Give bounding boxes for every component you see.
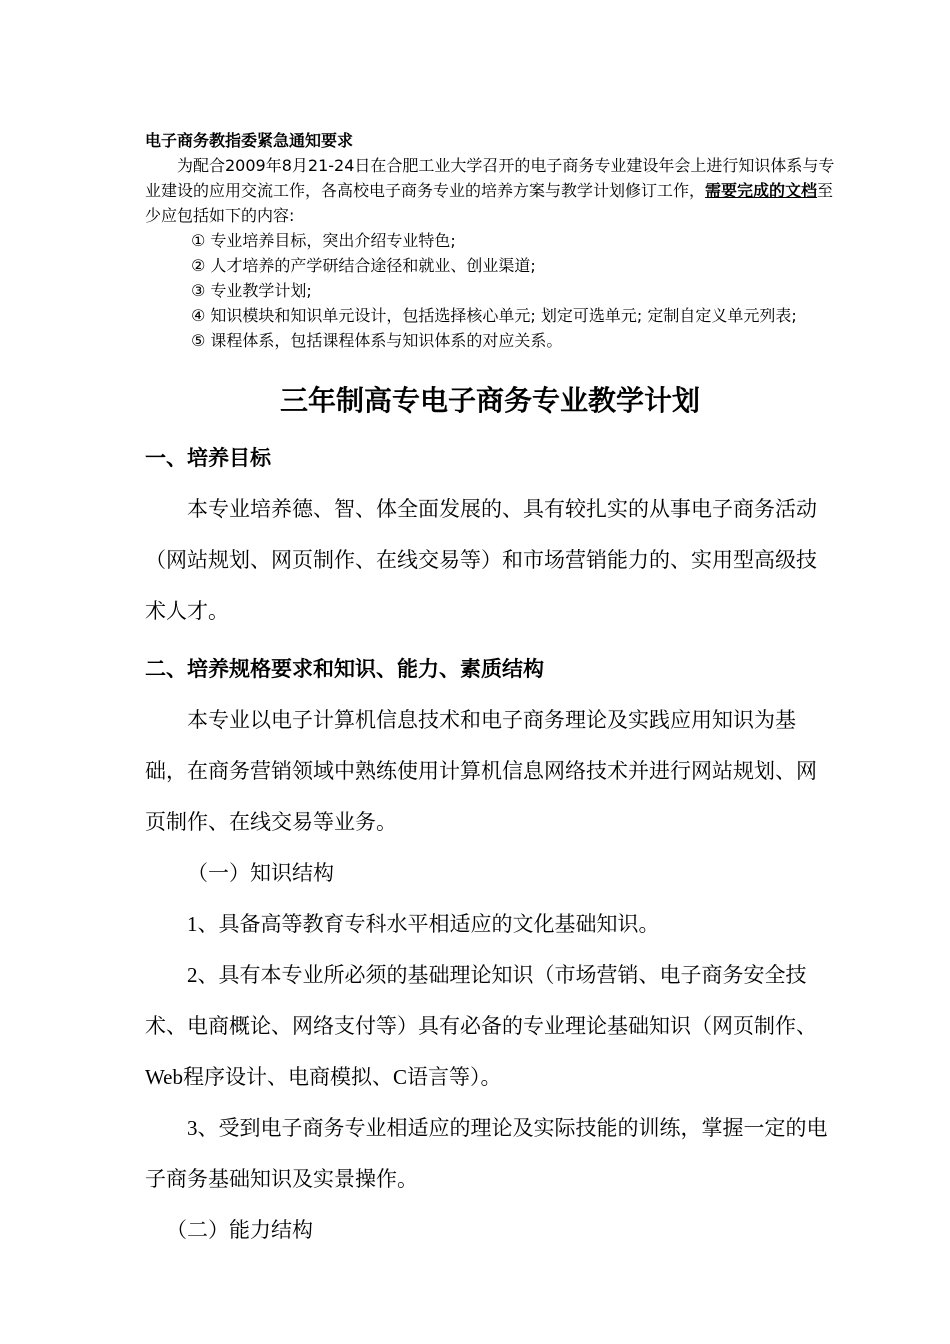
notice-item: ③ 专业教学计划; <box>191 281 312 300</box>
notice-block <box>145 128 835 353</box>
notice-intro <box>145 153 835 228</box>
notice-item: ② 人才培养的产学研结合途径和就业、创业渠道; <box>191 256 536 275</box>
section-heading-goals: 一、培养目标 <box>145 446 271 470</box>
section-heading-requirements: 二、培养规格要求和知识、能力、素质结构 <box>145 657 544 681</box>
notice-title: 电子商务教指委紧急通知要求 <box>145 131 354 150</box>
knowledge-item: 1、具备高等教育专科水平相适应的文化基础知识。 <box>187 912 660 936</box>
subheading-knowledge: （一）知识结构 <box>187 861 334 885</box>
teaching-plan <box>145 378 835 1256</box>
notice-item: ⑤ 课程体系，包括课程体系与知识体系的对应关系。 <box>191 331 563 350</box>
notice-required-docs: 需要完成的文档 <box>705 181 818 200</box>
notice-item: ① 专业培养目标，突出介绍专业特色; <box>191 231 456 250</box>
section-paragraph-goals: 本专业培养德、智、体全面发展的、具有较扎实的从事电子商务活动（网站规划、网页制作、在线交易等）和市场营销能力的、实用型高级技术人才。 <box>145 497 817 623</box>
document-title: 三年制高专电子商务专业教学计划 <box>279 384 700 417</box>
notice-intro-end: 至少应包括如下的内容: <box>145 181 834 225</box>
notice-item: ④ 知识模块和知识单元设计，包括选择核心单元; 划定可选单元; 定制自定义单元列表; <box>191 306 797 325</box>
knowledge-item: 2、具有本专业所必须的基础理论知识（市场营销、电子商务安全技术、电商概论、网络支付等）具有必备的专业理论基础知识（网页制作、Web程序设计、电商模拟、C语言等）。 <box>145 963 817 1089</box>
section-paragraph-requirements: 本专业以电子计算机信息技术和电子商务理论及实践应用知识为基础，在商务营销领域中熟练使用计算机信息网络技术并进行网站规划、网页制作、在线交易等业务。 <box>145 708 817 834</box>
notice-intro-text: 为配合2009年8月21-24日在合肥工业大学召开的电子商务专业建设年会上进行知识体系与专业建设的应用交流工作，各高校电子商务专业的培养方案与教学计划修订工作， <box>145 156 835 200</box>
subheading-ability: （二）能力结构 <box>166 1218 313 1242</box>
knowledge-item: 3、受到电子商务专业相适应的理论及实际技能的训练，掌握一定的电子商务基础知识及实景操作。 <box>145 1116 828 1191</box>
